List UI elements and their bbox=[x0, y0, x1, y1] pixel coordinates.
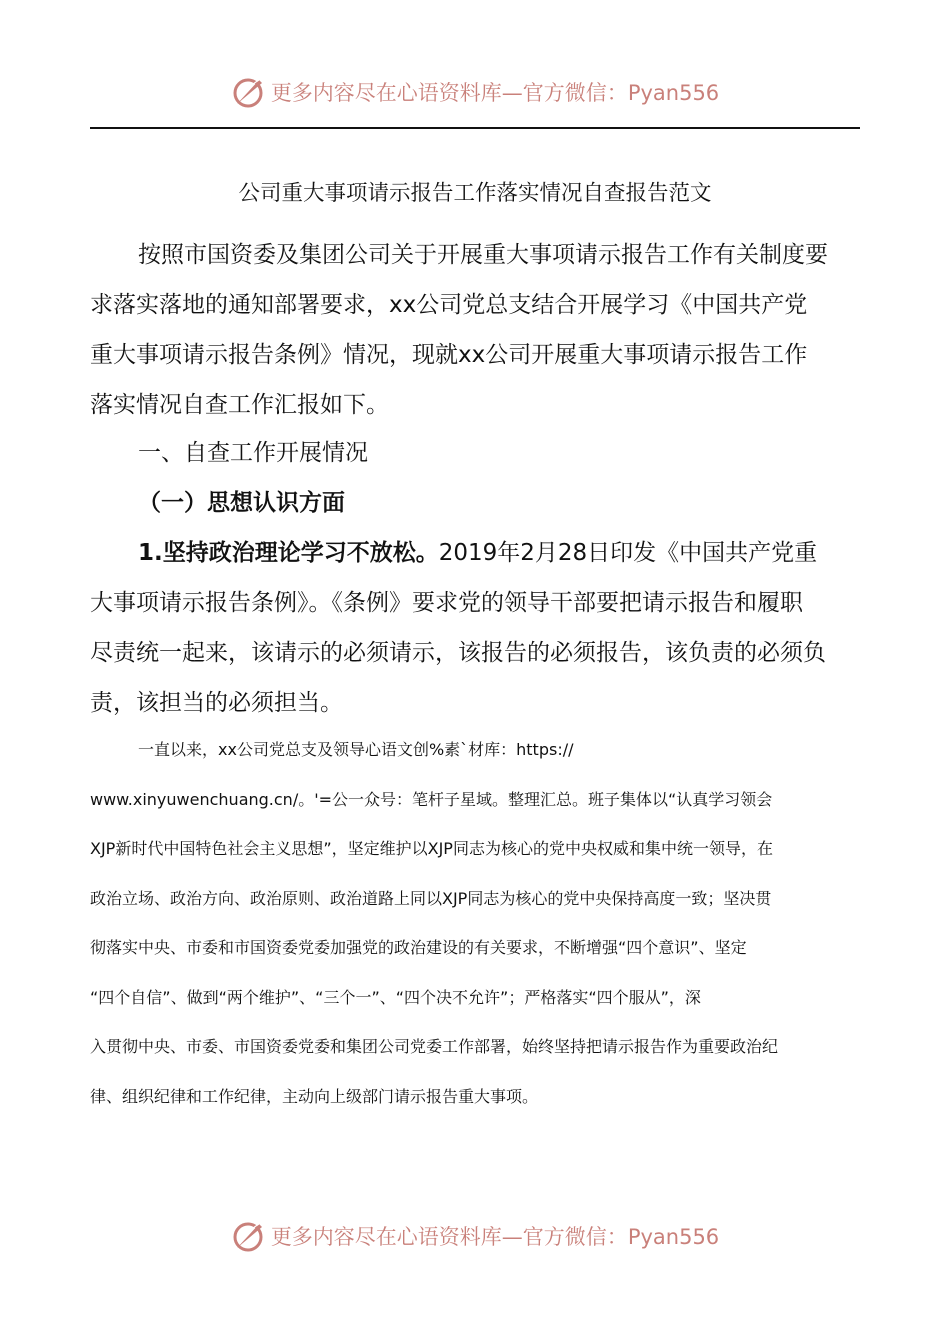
banner-wechat-id: Pyan556 bbox=[627, 81, 720, 105]
point-one-line: 大事项请示报告条例》。《条例》要求党的领导干部要把请示报告和履职 bbox=[90, 590, 803, 616]
section-heading: 一、自查工作开展情况 bbox=[138, 440, 368, 466]
subsection-heading: （一）思想认识方面 bbox=[138, 490, 345, 516]
footer-banner bbox=[0, 1216, 950, 1256]
header-rule bbox=[90, 127, 860, 129]
intro-paragraph bbox=[90, 230, 860, 430]
intro-line: 按照市国资委及集团公司关于开展重大事项请示报告工作有关制度要 bbox=[138, 242, 828, 268]
intro-line: 重大事项请示报告条例》情况，现就xx公司开展重大事项请示报告工作 bbox=[90, 342, 808, 368]
banner-text: 更多内容尽在心语资料库—官方微信： bbox=[270, 1225, 628, 1249]
detail-line: www.xinyuwenchuang.cn/。'=公一众号：笔杆子星域。整理汇总。班子集体以“认真学习领会 bbox=[90, 789, 773, 809]
point-one-lead: 1.坚持政治理论学习不放松。 bbox=[138, 540, 439, 566]
detail-line: 政治立场、政治方向、政治原则、政治道路上同以XJP同志为核心的党中央保持高度一致；坚决贯 bbox=[90, 888, 772, 908]
detail-line: “四个自信”、做到“两个维护”、“三个一”、“四个决不允许”；严格落实“四个服从”，深 bbox=[90, 987, 701, 1007]
banner-text: 更多内容尽在心语资料库—官方微信： bbox=[270, 81, 628, 105]
intro-line: 求落实落地的通知部署要求，xx公司党总支结合开展学习《中国共产党 bbox=[90, 292, 808, 318]
detail-line: XJP新时代中国特色社会主义思想”，坚定维护以XJP同志为核心的党中央权威和集中统一领导，在 bbox=[90, 839, 773, 858]
intro-line: 落实情况自查工作汇报如下。 bbox=[90, 392, 389, 418]
point-one-line: 责，该担当的必须担当。 bbox=[90, 690, 343, 716]
document-title: 公司重大事项请示报告工作落实情况自查报告范文 bbox=[238, 181, 712, 206]
detail-line: 一直以来，xx公司党总支及领导心语文创%素`材库：https:// bbox=[138, 740, 574, 759]
header-banner bbox=[0, 72, 950, 112]
detail-line: 入贯彻中央、市委、市国资委党委和集团公司党委工作部署，始终坚持把请示报告作为重要政治纪 bbox=[90, 1037, 779, 1056]
quill-logo-icon bbox=[231, 74, 267, 110]
detail-line: 彻落实中央、市委和市国资委党委加强党的政治建设的有关要求，不断增强“四个意识”、坚定 bbox=[90, 938, 747, 957]
detail-line: 律、组织纪律和工作纪律，主动向上级部门请示报告重大事项。 bbox=[90, 1086, 539, 1106]
point-one-paragraph bbox=[90, 528, 860, 728]
banner-wechat-id: Pyan556 bbox=[627, 1225, 720, 1249]
quill-logo-icon bbox=[231, 1218, 267, 1254]
detail-paragraph bbox=[90, 725, 860, 1121]
point-one-line: 尽责统一起来，该请示的必须请示，该报告的必须报告，该负责的必须负 bbox=[90, 640, 826, 666]
point-one-line: 2019年2月28日印发《中国共产党重 bbox=[438, 540, 818, 566]
